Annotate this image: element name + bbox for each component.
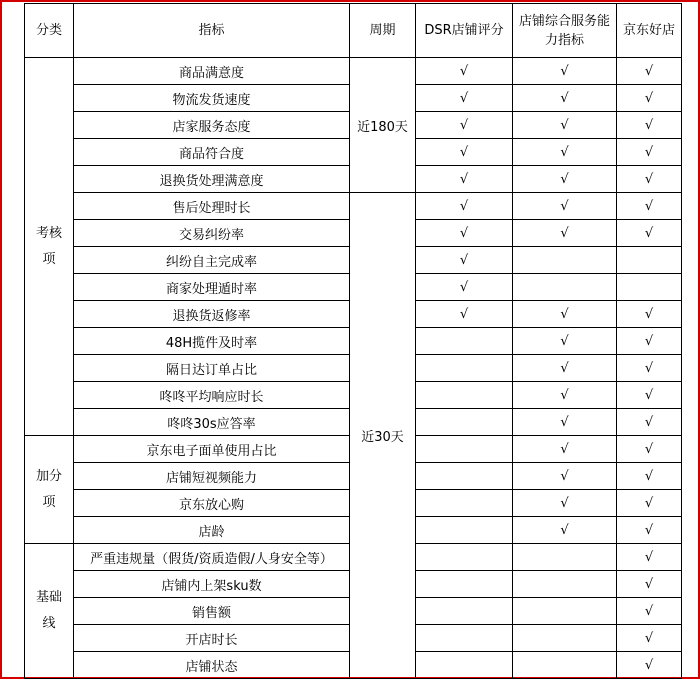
- service-check-cell: √: [513, 355, 617, 382]
- col-header-metric: 指标: [74, 4, 350, 58]
- col-header-service: 店铺综合服务能力指标: [513, 4, 617, 58]
- category-cell: 加分项: [25, 436, 74, 544]
- service-check-cell: [513, 274, 617, 301]
- metric-cell: 咚咚30s应答率: [74, 409, 350, 436]
- good-check-cell: [617, 274, 682, 301]
- metric-cell: 店铺状态: [74, 652, 350, 679]
- dsr-check-cell: √: [416, 220, 513, 247]
- good-check-cell: √: [617, 220, 682, 247]
- metric-cell: 店龄: [74, 517, 350, 544]
- good-check-cell: √: [617, 436, 682, 463]
- metric-cell: 隔日达订单占比: [74, 355, 350, 382]
- dsr-check-cell: [416, 544, 513, 571]
- service-check-cell: [513, 571, 617, 598]
- service-check-cell: [513, 625, 617, 652]
- dsr-check-cell: [416, 436, 513, 463]
- metric-cell: 销售额: [74, 598, 350, 625]
- good-check-cell: √: [617, 139, 682, 166]
- metric-cell: 京东放心购: [74, 490, 350, 517]
- service-check-cell: √: [513, 139, 617, 166]
- dsr-check-cell: √: [416, 139, 513, 166]
- col-header-good-store: 京东好店: [617, 4, 682, 58]
- service-check-cell: √: [513, 85, 617, 112]
- service-check-cell: √: [513, 166, 617, 193]
- category-cell: 考核项: [25, 58, 74, 436]
- service-check-cell: √: [513, 436, 617, 463]
- dsr-check-cell: [416, 409, 513, 436]
- dsr-check-cell: √: [416, 85, 513, 112]
- good-check-cell: √: [617, 652, 682, 679]
- metric-cell: 退换货处理满意度: [74, 166, 350, 193]
- metric-cell: 商品满意度: [74, 58, 350, 85]
- good-check-cell: √: [617, 85, 682, 112]
- service-check-cell: [513, 652, 617, 679]
- dsr-check-cell: √: [416, 193, 513, 220]
- good-check-cell: √: [617, 112, 682, 139]
- good-check-cell: √: [617, 490, 682, 517]
- period-cell: 近180天: [350, 58, 416, 193]
- metric-cell: 退换货返修率: [74, 301, 350, 328]
- col-header-dsr: DSR店铺评分: [416, 4, 513, 58]
- dsr-check-cell: [416, 625, 513, 652]
- good-check-cell: √: [617, 193, 682, 220]
- service-check-cell: √: [513, 193, 617, 220]
- good-check-cell: √: [617, 355, 682, 382]
- service-check-cell: [513, 598, 617, 625]
- good-check-cell: √: [617, 463, 682, 490]
- service-check-cell: √: [513, 382, 617, 409]
- metric-cell: 纠纷自主完成率: [74, 247, 350, 274]
- metric-cell: 交易纠纷率: [74, 220, 350, 247]
- service-check-cell: √: [513, 301, 617, 328]
- dsr-check-cell: [416, 328, 513, 355]
- metric-cell: 售后处理时长: [74, 193, 350, 220]
- dsr-check-cell: [416, 382, 513, 409]
- dsr-check-cell: [416, 517, 513, 544]
- metric-cell: 咚咚平均响应时长: [74, 382, 350, 409]
- col-header-category: 分类: [25, 4, 74, 58]
- service-check-cell: √: [513, 463, 617, 490]
- metric-cell: 48H揽件及时率: [74, 328, 350, 355]
- good-check-cell: √: [617, 58, 682, 85]
- metric-cell: 商品符合度: [74, 139, 350, 166]
- dsr-check-cell: [416, 463, 513, 490]
- good-check-cell: √: [617, 409, 682, 436]
- service-check-cell: √: [513, 220, 617, 247]
- good-check-cell: √: [617, 598, 682, 625]
- dsr-check-cell: √: [416, 274, 513, 301]
- service-check-cell: [513, 544, 617, 571]
- service-check-cell: [513, 247, 617, 274]
- service-check-cell: √: [513, 328, 617, 355]
- dsr-check-cell: √: [416, 166, 513, 193]
- dsr-check-cell: √: [416, 247, 513, 274]
- service-check-cell: √: [513, 490, 617, 517]
- metric-cell: 店铺短视频能力: [74, 463, 350, 490]
- metric-cell: 京东电子面单使用占比: [74, 436, 350, 463]
- store-metrics-table: [24, 3, 682, 679]
- table-row: [25, 58, 682, 85]
- good-check-cell: √: [617, 328, 682, 355]
- metric-cell: 店家服务态度: [74, 112, 350, 139]
- service-check-cell: √: [513, 112, 617, 139]
- good-check-cell: √: [617, 382, 682, 409]
- dsr-check-cell: √: [416, 301, 513, 328]
- dsr-check-cell: √: [416, 58, 513, 85]
- metric-cell: 物流发货速度: [74, 85, 350, 112]
- service-check-cell: √: [513, 409, 617, 436]
- dsr-check-cell: [416, 490, 513, 517]
- metric-cell: 商家处理遁时率: [74, 274, 350, 301]
- metric-cell: 开店时长: [74, 625, 350, 652]
- good-check-cell: √: [617, 301, 682, 328]
- table-row: [25, 193, 682, 220]
- dsr-check-cell: [416, 598, 513, 625]
- good-check-cell: [617, 247, 682, 274]
- dsr-check-cell: [416, 652, 513, 679]
- table-body: [25, 58, 682, 679]
- header-row: [25, 4, 682, 58]
- service-check-cell: √: [513, 58, 617, 85]
- good-check-cell: √: [617, 571, 682, 598]
- dsr-check-cell: √: [416, 112, 513, 139]
- dsr-check-cell: [416, 571, 513, 598]
- good-check-cell: √: [617, 544, 682, 571]
- service-check-cell: √: [513, 517, 617, 544]
- dsr-check-cell: [416, 355, 513, 382]
- good-check-cell: √: [617, 625, 682, 652]
- good-check-cell: √: [617, 166, 682, 193]
- good-check-cell: √: [617, 517, 682, 544]
- category-cell: 基础线: [25, 544, 74, 679]
- period-cell: 近30天: [350, 193, 416, 679]
- col-header-period: 周期: [350, 4, 416, 58]
- metric-cell: 店铺内上架sku数: [74, 571, 350, 598]
- metric-cell: 严重违规量（假货/资质造假/人身安全等）: [74, 544, 350, 571]
